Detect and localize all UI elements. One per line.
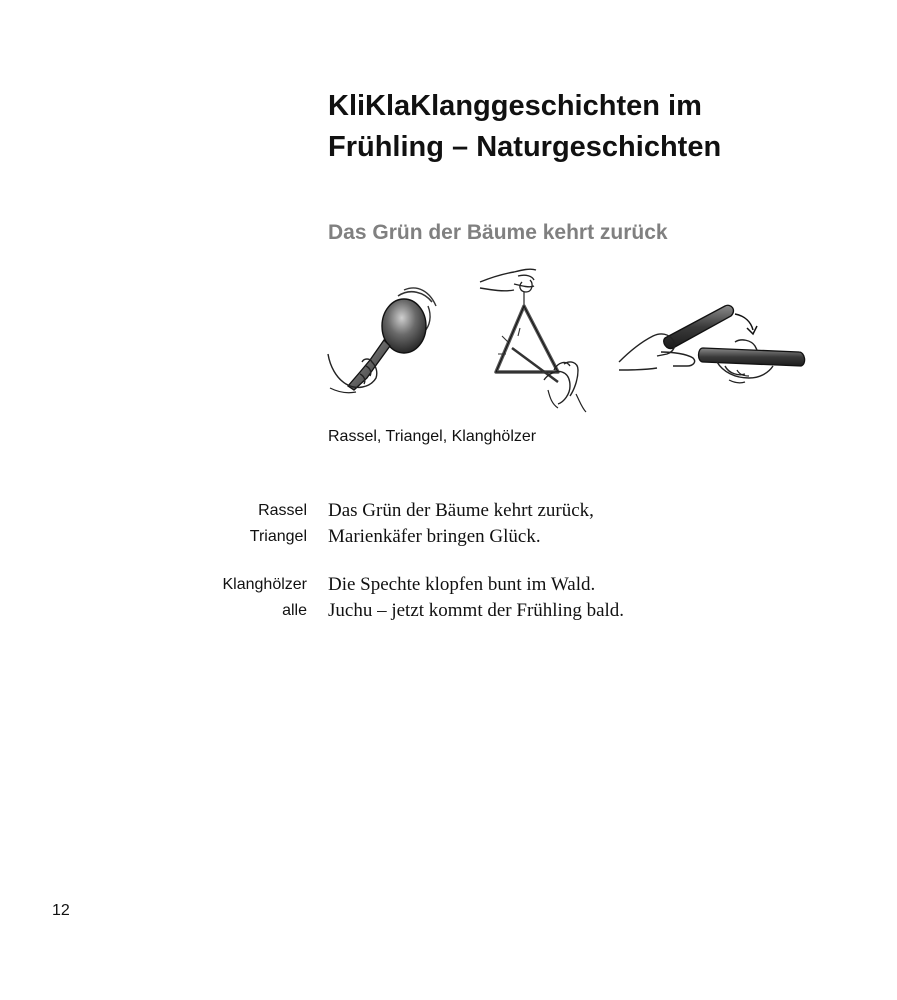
verse-text: Juchu – jetzt kommt der Frühling bald.	[328, 600, 625, 621]
verse-text: Das Grün der Bäume kehrt zurück,	[328, 500, 594, 521]
story-title: Das Grün der Bäume kehrt zurück	[328, 221, 668, 244]
instrument-label: Klanghölzer	[222, 576, 307, 593]
verse-line	[0, 498, 897, 524]
verse-2	[0, 572, 897, 624]
verse-line	[0, 598, 897, 624]
triangle-illustration	[478, 262, 590, 414]
verse-line	[0, 524, 897, 550]
illustration-caption: Rassel, Triangel, Klanghölzer	[328, 428, 537, 445]
triangle-icon	[478, 262, 590, 414]
verse-1	[0, 498, 897, 550]
verse-line	[0, 572, 897, 598]
page-title-line-2: Frühling – Naturgeschichten	[328, 131, 722, 163]
claves-icon	[617, 290, 809, 390]
page-number: 12	[52, 902, 70, 919]
verse-text: Die Spechte klopfen bunt im Wald.	[328, 574, 596, 595]
page-title-line-1: KliKlaKlanggeschichten im	[328, 90, 702, 122]
rattle-icon	[326, 262, 444, 400]
rattle-illustration	[326, 262, 444, 400]
instrument-label: Triangel	[249, 528, 307, 545]
verse-text: Marienkäfer bringen Glück.	[328, 526, 541, 547]
claves-illustration	[617, 290, 809, 390]
page-title	[328, 86, 868, 168]
instrument-label: Rassel	[258, 502, 307, 519]
instrument-label: alle	[282, 602, 307, 619]
